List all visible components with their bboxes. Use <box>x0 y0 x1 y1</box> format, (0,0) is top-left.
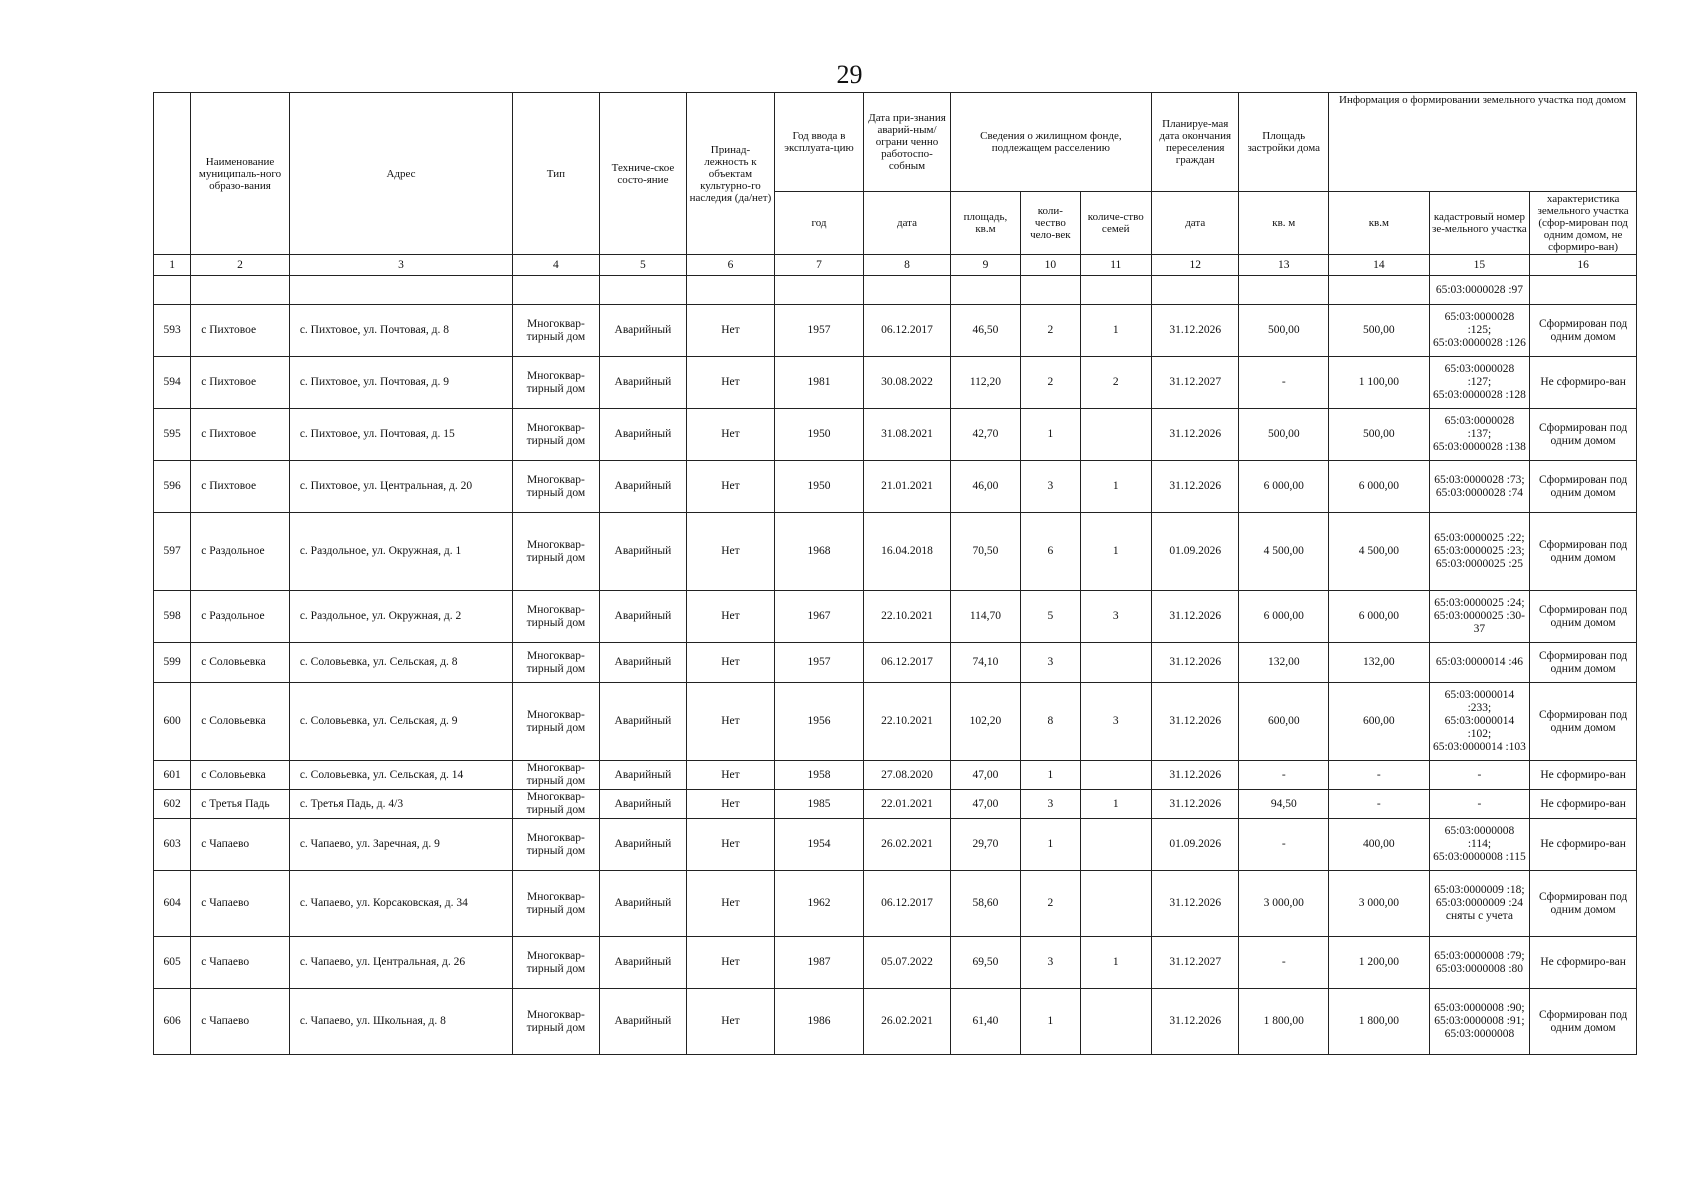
area-cell: 69,50 <box>950 937 1020 989</box>
people-count-cell: 6 <box>1021 513 1080 591</box>
land-area-cell: 6 000,00 <box>1329 591 1430 643</box>
table-row <box>154 790 1637 819</box>
technical-state-cell: Аварийный <box>599 683 687 761</box>
cadastral-number-cell: 65:03:0000014 :233; 65:03:0000014 :102; 65:03:0000014 :103 <box>1429 683 1530 761</box>
area-cell: 114,70 <box>950 591 1020 643</box>
commission-year-cell: 1985 <box>774 790 864 819</box>
land-area-cell: 500,00 <box>1329 305 1430 357</box>
emergency-date-cell: 16.04.2018 <box>864 513 951 591</box>
building-area-cell: 6 000,00 <box>1239 461 1329 513</box>
resettlement-date-cell: 31.12.2026 <box>1151 683 1239 761</box>
people-count-cell: 1 <box>1021 761 1080 790</box>
municipality-cell: с Соловьевка <box>191 643 290 683</box>
cadastral-number-cell: 65:03:0000028 :73; 65:03:0000028 :74 <box>1429 461 1530 513</box>
municipality-cell: с Пихтовое <box>191 305 290 357</box>
column-number: 3 <box>289 255 512 276</box>
column-number: 13 <box>1239 255 1329 276</box>
type-cell: Многоквар-тирный дом <box>513 357 600 409</box>
land-area-cell: 4 500,00 <box>1329 513 1430 591</box>
empty-cell <box>1021 276 1080 305</box>
municipality-cell: с Соловьевка <box>191 683 290 761</box>
families-count-cell: 1 <box>1080 937 1151 989</box>
empty-cell <box>513 276 600 305</box>
heritage-cell: Нет <box>687 591 775 643</box>
resettlement-date-cell: 31.12.2026 <box>1151 305 1239 357</box>
emergency-date-cell: 06.12.2017 <box>864 871 951 937</box>
municipality-cell: с Пихтовое <box>191 409 290 461</box>
address-cell: с. Пихтовое, ул. Почтовая, д. 8 <box>289 305 512 357</box>
empty-cell <box>774 276 864 305</box>
address-cell: с. Чапаево, ул. Корсаковская, д. 34 <box>289 871 512 937</box>
commission-year-cell: 1967 <box>774 591 864 643</box>
area-cell: 61,40 <box>950 989 1020 1055</box>
building-area-cell: 6 000,00 <box>1239 591 1329 643</box>
row-number: 593 <box>154 305 191 357</box>
land-status-cell: Сформирован под одним домом <box>1530 461 1637 513</box>
type-cell: Многоквар-тирный дом <box>513 643 600 683</box>
row-number: 601 <box>154 761 191 790</box>
technical-state-cell: Аварийный <box>599 819 687 871</box>
technical-state-cell: Аварийный <box>599 357 687 409</box>
technical-state-cell: Аварийный <box>599 409 687 461</box>
empty-cell <box>1080 276 1151 305</box>
address-cell: с. Соловьевка, ул. Сельская, д. 8 <box>289 643 512 683</box>
type-cell: Многоквар-тирный дом <box>513 871 600 937</box>
land-area-cell: 400,00 <box>1329 819 1430 871</box>
land-area-cell: 1 800,00 <box>1329 989 1430 1055</box>
commission-year-cell: 1957 <box>774 643 864 683</box>
municipality-cell: с Чапаево <box>191 819 290 871</box>
table-row <box>154 871 1637 937</box>
emergency-date-cell: 22.10.2021 <box>864 683 951 761</box>
table-row <box>154 761 1637 790</box>
families-count-cell: 1 <box>1080 461 1151 513</box>
emergency-date-cell: 27.08.2020 <box>864 761 951 790</box>
table-row <box>154 683 1637 761</box>
land-status-cell: Не сформиро-ван <box>1530 937 1637 989</box>
emergency-date-cell: 30.08.2022 <box>864 357 951 409</box>
heritage-cell: Нет <box>687 937 775 989</box>
type-cell: Многоквар-тирный дом <box>513 461 600 513</box>
area-cell: 70,50 <box>950 513 1020 591</box>
empty-cell <box>1151 276 1239 305</box>
building-area-cell: 1 800,00 <box>1239 989 1329 1055</box>
heritage-cell: Нет <box>687 357 775 409</box>
table-row <box>154 989 1637 1055</box>
families-count-cell <box>1080 989 1151 1055</box>
address-cell: с. Чапаево, ул. Заречная, д. 9 <box>289 819 512 871</box>
resettlement-date-cell: 31.12.2026 <box>1151 761 1239 790</box>
heritage-cell: Нет <box>687 871 775 937</box>
address-cell: с. Чапаево, ул. Центральная, д. 26 <box>289 937 512 989</box>
row-number: 599 <box>154 643 191 683</box>
empty-cell <box>687 276 775 305</box>
header-col1 <box>154 93 191 255</box>
emergency-date-cell: 22.01.2021 <box>864 790 951 819</box>
type-cell: Многоквар-тирный дом <box>513 591 600 643</box>
families-count-cell <box>1080 819 1151 871</box>
subheader-plan-date: дата <box>1151 192 1239 255</box>
row-number: 596 <box>154 461 191 513</box>
cadastral-number-cell: 65:03:0000025 :22; 65:03:0000025 :23; 65:03:0000025 :25 <box>1429 513 1530 591</box>
technical-state-cell: Аварийный <box>599 871 687 937</box>
people-count-cell: 2 <box>1021 871 1080 937</box>
address-cell: с. Пихтовое, ул. Центральная, д. 20 <box>289 461 512 513</box>
address-cell: с. Чапаево, ул. Школьная, д. 8 <box>289 989 512 1055</box>
header-heritage: Принад-лежность к объектам культурно-го наследия (да/нет) <box>687 93 775 255</box>
column-number: 5 <box>599 255 687 276</box>
emergency-date-cell: 22.10.2021 <box>864 591 951 643</box>
header-land-group: Информация о формировании земельного участка под домом <box>1329 93 1637 192</box>
empty-cell <box>864 276 951 305</box>
subheader-year: год <box>774 192 864 255</box>
land-status-cell: Сформирован под одним домом <box>1530 305 1637 357</box>
resettlement-date-cell: 01.09.2026 <box>1151 819 1239 871</box>
cadastral-number-cell: 65:03:0000028 :127; 65:03:0000028 :128 <box>1429 357 1530 409</box>
carry-over-row <box>154 276 1637 305</box>
header-municipality: Наименование муниципаль-ного образо-вания <box>191 93 290 255</box>
subheader-people: коли-чество чело-век <box>1021 192 1080 255</box>
type-cell: Многоквар-тирный дом <box>513 761 600 790</box>
row-number: 603 <box>154 819 191 871</box>
type-cell: Многоквар-тирный дом <box>513 989 600 1055</box>
type-cell: Многоквар-тирный дом <box>513 790 600 819</box>
area-cell: 102,20 <box>950 683 1020 761</box>
people-count-cell: 3 <box>1021 937 1080 989</box>
resettlement-date-cell: 31.12.2026 <box>1151 409 1239 461</box>
column-number-row <box>154 255 1637 276</box>
commission-year-cell: 1958 <box>774 761 864 790</box>
land-status-cell: Сформирован под одним домом <box>1530 409 1637 461</box>
type-cell: Многоквар-тирный дом <box>513 683 600 761</box>
building-area-cell: 600,00 <box>1239 683 1329 761</box>
address-cell: с. Пихтовое, ул. Почтовая, д. 9 <box>289 357 512 409</box>
land-status-cell: Сформирован под одним домом <box>1530 643 1637 683</box>
land-status-cell: Не сформиро-ван <box>1530 790 1637 819</box>
families-count-cell <box>1080 761 1151 790</box>
heritage-cell: Нет <box>687 761 775 790</box>
resettlement-date-cell: 31.12.2026 <box>1151 989 1239 1055</box>
type-cell: Многоквар-тирный дом <box>513 937 600 989</box>
resettlement-date-cell: 31.12.2026 <box>1151 790 1239 819</box>
emergency-housing-table <box>153 92 1637 1055</box>
emergency-date-cell: 31.08.2021 <box>864 409 951 461</box>
resettlement-date-cell: 01.09.2026 <box>1151 513 1239 591</box>
address-cell: с. Раздольное, ул. Окружная, д. 2 <box>289 591 512 643</box>
families-count-cell: 1 <box>1080 513 1151 591</box>
column-number: 14 <box>1329 255 1430 276</box>
municipality-cell: с Чапаево <box>191 871 290 937</box>
building-area-cell: 500,00 <box>1239 305 1329 357</box>
cadastral-number-cell: - <box>1429 790 1530 819</box>
column-number: 8 <box>864 255 951 276</box>
heritage-cell: Нет <box>687 683 775 761</box>
cadastral-number-cell: - <box>1429 761 1530 790</box>
commission-year-cell: 1950 <box>774 461 864 513</box>
cadastral-number-cell: 65:03:0000028 :125; 65:03:0000028 :126 <box>1429 305 1530 357</box>
commission-year-cell: 1962 <box>774 871 864 937</box>
column-number: 7 <box>774 255 864 276</box>
heritage-cell: Нет <box>687 643 775 683</box>
column-number: 11 <box>1080 255 1151 276</box>
land-area-cell: 600,00 <box>1329 683 1430 761</box>
header-land-characteristic: характеристика земельного участка (сфор-мирован под одним домом, не сформиро-ван) <box>1530 192 1637 255</box>
table-row <box>154 591 1637 643</box>
resettlement-date-cell: 31.12.2026 <box>1151 591 1239 643</box>
emergency-date-cell: 06.12.2017 <box>864 305 951 357</box>
table-row <box>154 643 1637 683</box>
land-area-cell: 3 000,00 <box>1329 871 1430 937</box>
empty-cell <box>1530 276 1637 305</box>
header-address: Адрес <box>289 93 512 255</box>
commission-year-cell: 1957 <box>774 305 864 357</box>
empty-cell <box>599 276 687 305</box>
table-row <box>154 305 1637 357</box>
technical-state-cell: Аварийный <box>599 305 687 357</box>
land-status-cell: Сформирован под одним домом <box>1530 513 1637 591</box>
area-cell: 29,70 <box>950 819 1020 871</box>
building-area-cell: 3 000,00 <box>1239 871 1329 937</box>
column-number: 12 <box>1151 255 1239 276</box>
heritage-cell: Нет <box>687 409 775 461</box>
empty-cell <box>1329 276 1430 305</box>
header-cadastral-number: кадастровый номер зе-мельного участка <box>1429 192 1530 255</box>
area-cell: 46,50 <box>950 305 1020 357</box>
column-number: 4 <box>513 255 600 276</box>
header-commission-year: Год ввода в эксплуата-цию <box>774 93 864 192</box>
resettlement-date-cell: 31.12.2027 <box>1151 937 1239 989</box>
cadastral-number-cell: 65:03:0000009 :18; 65:03:0000009 :24 сняты с учета <box>1429 871 1530 937</box>
people-count-cell: 1 <box>1021 989 1080 1055</box>
heritage-cell: Нет <box>687 305 775 357</box>
land-area-cell: 500,00 <box>1329 409 1430 461</box>
table-row <box>154 513 1637 591</box>
area-cell: 47,00 <box>950 761 1020 790</box>
technical-state-cell: Аварийный <box>599 790 687 819</box>
emergency-date-cell: 05.07.2022 <box>864 937 951 989</box>
row-number: 604 <box>154 871 191 937</box>
building-area-cell: 94,50 <box>1239 790 1329 819</box>
commission-year-cell: 1986 <box>774 989 864 1055</box>
row-number: 602 <box>154 790 191 819</box>
heritage-cell: Нет <box>687 790 775 819</box>
emergency-date-cell: 21.01.2021 <box>864 461 951 513</box>
people-count-cell: 1 <box>1021 819 1080 871</box>
subheader-build-area-unit: кв. м <box>1239 192 1329 255</box>
building-area-cell: - <box>1239 819 1329 871</box>
heritage-cell: Нет <box>687 513 775 591</box>
heritage-cell: Нет <box>687 819 775 871</box>
row-number: 597 <box>154 513 191 591</box>
commission-year-cell: 1954 <box>774 819 864 871</box>
cadastral-number-cell: 65:03:0000028 :97 <box>1429 276 1530 305</box>
people-count-cell: 2 <box>1021 357 1080 409</box>
cadastral-number-cell: 65:03:0000014 :46 <box>1429 643 1530 683</box>
address-cell: с. Раздольное, ул. Окружная, д. 1 <box>289 513 512 591</box>
area-cell: 46,00 <box>950 461 1020 513</box>
table-row <box>154 461 1637 513</box>
type-cell: Многоквар-тирный дом <box>513 409 600 461</box>
commission-year-cell: 1981 <box>774 357 864 409</box>
families-count-cell: 3 <box>1080 591 1151 643</box>
land-status-cell: Сформирован под одним домом <box>1530 989 1637 1055</box>
row-number: 594 <box>154 357 191 409</box>
families-count-cell: 1 <box>1080 305 1151 357</box>
address-cell: с. Соловьевка, ул. Сельская, д. 14 <box>289 761 512 790</box>
resettlement-date-cell: 31.12.2027 <box>1151 357 1239 409</box>
header-emergency-date: Дата при-знания аварий-ным/ограни ченно работоспо-собным <box>864 93 951 192</box>
row-number: 598 <box>154 591 191 643</box>
commission-year-cell: 1950 <box>774 409 864 461</box>
families-count-cell: 1 <box>1080 790 1151 819</box>
municipality-cell: с Раздольное <box>191 513 290 591</box>
address-cell: с. Пихтовое, ул. Почтовая, д. 15 <box>289 409 512 461</box>
people-count-cell: 1 <box>1021 409 1080 461</box>
cadastral-number-cell: 65:03:0000025 :24; 65:03:0000025 :30-37 <box>1429 591 1530 643</box>
land-status-cell: Не сформиро-ван <box>1530 357 1637 409</box>
header-technical-state: Техниче-ское состо-яние <box>599 93 687 255</box>
commission-year-cell: 1987 <box>774 937 864 989</box>
column-number: 2 <box>191 255 290 276</box>
resettlement-date-cell: 31.12.2026 <box>1151 871 1239 937</box>
empty-cell <box>950 276 1020 305</box>
land-area-cell: 6 000,00 <box>1329 461 1430 513</box>
land-area-cell: - <box>1329 790 1430 819</box>
families-count-cell: 2 <box>1080 357 1151 409</box>
families-count-cell <box>1080 409 1151 461</box>
subheader-date: дата <box>864 192 951 255</box>
column-number: 6 <box>687 255 775 276</box>
column-number: 1 <box>154 255 191 276</box>
municipality-cell: с Чапаево <box>191 989 290 1055</box>
heritage-cell: Нет <box>687 989 775 1055</box>
table-row <box>154 357 1637 409</box>
building-area-cell: - <box>1239 761 1329 790</box>
header-building-area: Площадь застройки дома <box>1239 93 1329 192</box>
people-count-cell: 5 <box>1021 591 1080 643</box>
land-area-cell: 1 200,00 <box>1329 937 1430 989</box>
cadastral-number-cell: 65:03:0000028 :137; 65:03:0000028 :138 <box>1429 409 1530 461</box>
header-type: Тип <box>513 93 600 255</box>
land-status-cell: Не сформиро-ван <box>1530 819 1637 871</box>
building-area-cell: 4 500,00 <box>1239 513 1329 591</box>
resettlement-date-cell: 31.12.2026 <box>1151 461 1239 513</box>
empty-cell <box>1239 276 1329 305</box>
table-row <box>154 937 1637 989</box>
technical-state-cell: Аварийный <box>599 989 687 1055</box>
column-number: 16 <box>1530 255 1637 276</box>
empty-cell <box>289 276 512 305</box>
technical-state-cell: Аварийный <box>599 643 687 683</box>
table-row <box>154 819 1637 871</box>
land-area-cell: 132,00 <box>1329 643 1430 683</box>
land-status-cell: Сформирован под одним домом <box>1530 871 1637 937</box>
address-cell: с. Соловьевка, ул. Сельская, д. 9 <box>289 683 512 761</box>
land-status-cell: Сформирован под одним домом <box>1530 683 1637 761</box>
cadastral-number-cell: 65:03:0000008 :79; 65:03:0000008 :80 <box>1429 937 1530 989</box>
people-count-cell: 3 <box>1021 790 1080 819</box>
area-cell: 47,00 <box>950 790 1020 819</box>
emergency-date-cell: 26.02.2021 <box>864 989 951 1055</box>
area-cell: 74,10 <box>950 643 1020 683</box>
row-number: 595 <box>154 409 191 461</box>
land-area-cell: 1 100,00 <box>1329 357 1430 409</box>
commission-year-cell: 1968 <box>774 513 864 591</box>
people-count-cell: 8 <box>1021 683 1080 761</box>
heritage-cell: Нет <box>687 461 775 513</box>
technical-state-cell: Аварийный <box>599 761 687 790</box>
column-number: 15 <box>1429 255 1530 276</box>
municipality-cell: с Раздольное <box>191 591 290 643</box>
municipality-cell: с Пихтовое <box>191 357 290 409</box>
building-area-cell: 132,00 <box>1239 643 1329 683</box>
technical-state-cell: Аварийный <box>599 513 687 591</box>
people-count-cell: 3 <box>1021 461 1080 513</box>
header-housing-group: Сведения о жилищном фонде, подлежащем расселению <box>950 93 1151 192</box>
subheader-land-area-unit: кв.м <box>1329 192 1430 255</box>
cadastral-number-cell: 65:03:0000008 :114; 65:03:0000008 :115 <box>1429 819 1530 871</box>
people-count-cell: 2 <box>1021 305 1080 357</box>
municipality-cell: с Пихтовое <box>191 461 290 513</box>
municipality-cell: с Соловьевка <box>191 761 290 790</box>
header-resettlement-date: Планируе-мая дата окончания переселения граждан <box>1151 93 1239 192</box>
page-number: 29 <box>836 60 863 89</box>
resettlement-date-cell: 31.12.2026 <box>1151 643 1239 683</box>
technical-state-cell: Аварийный <box>599 461 687 513</box>
land-status-cell: Не сформиро-ван <box>1530 761 1637 790</box>
technical-state-cell: Аварийный <box>599 937 687 989</box>
area-cell: 112,20 <box>950 357 1020 409</box>
municipality-cell: с Чапаево <box>191 937 290 989</box>
emergency-date-cell: 26.02.2021 <box>864 819 951 871</box>
families-count-cell: 3 <box>1080 683 1151 761</box>
subheader-families: количе-ство семей <box>1080 192 1151 255</box>
row-number: 605 <box>154 937 191 989</box>
building-area-cell: - <box>1239 937 1329 989</box>
type-cell: Многоквар-тирный дом <box>513 819 600 871</box>
row-number: 600 <box>154 683 191 761</box>
cadastral-number-cell: 65:03:0000008 :90; 65:03:0000008 :91; 65:03:0000008 <box>1429 989 1530 1055</box>
families-count-cell <box>1080 871 1151 937</box>
table-row <box>154 409 1637 461</box>
row-number: 606 <box>154 989 191 1055</box>
building-area-cell: - <box>1239 357 1329 409</box>
type-cell: Многоквар-тирный дом <box>513 305 600 357</box>
land-status-cell: Сформирован под одним домом <box>1530 591 1637 643</box>
empty-cell <box>191 276 290 305</box>
emergency-date-cell: 06.12.2017 <box>864 643 951 683</box>
land-area-cell: - <box>1329 761 1430 790</box>
people-count-cell: 3 <box>1021 643 1080 683</box>
address-cell: с. Третья Падь, д. 4/3 <box>289 790 512 819</box>
area-cell: 58,60 <box>950 871 1020 937</box>
column-number: 10 <box>1021 255 1080 276</box>
empty-cell <box>154 276 191 305</box>
column-number: 9 <box>950 255 1020 276</box>
families-count-cell <box>1080 643 1151 683</box>
commission-year-cell: 1956 <box>774 683 864 761</box>
building-area-cell: 500,00 <box>1239 409 1329 461</box>
municipality-cell: с Третья Падь <box>191 790 290 819</box>
header-row-main <box>154 93 1637 192</box>
subheader-area: площадь, кв.м <box>950 192 1020 255</box>
area-cell: 42,70 <box>950 409 1020 461</box>
technical-state-cell: Аварийный <box>599 591 687 643</box>
type-cell: Многоквар-тирный дом <box>513 513 600 591</box>
